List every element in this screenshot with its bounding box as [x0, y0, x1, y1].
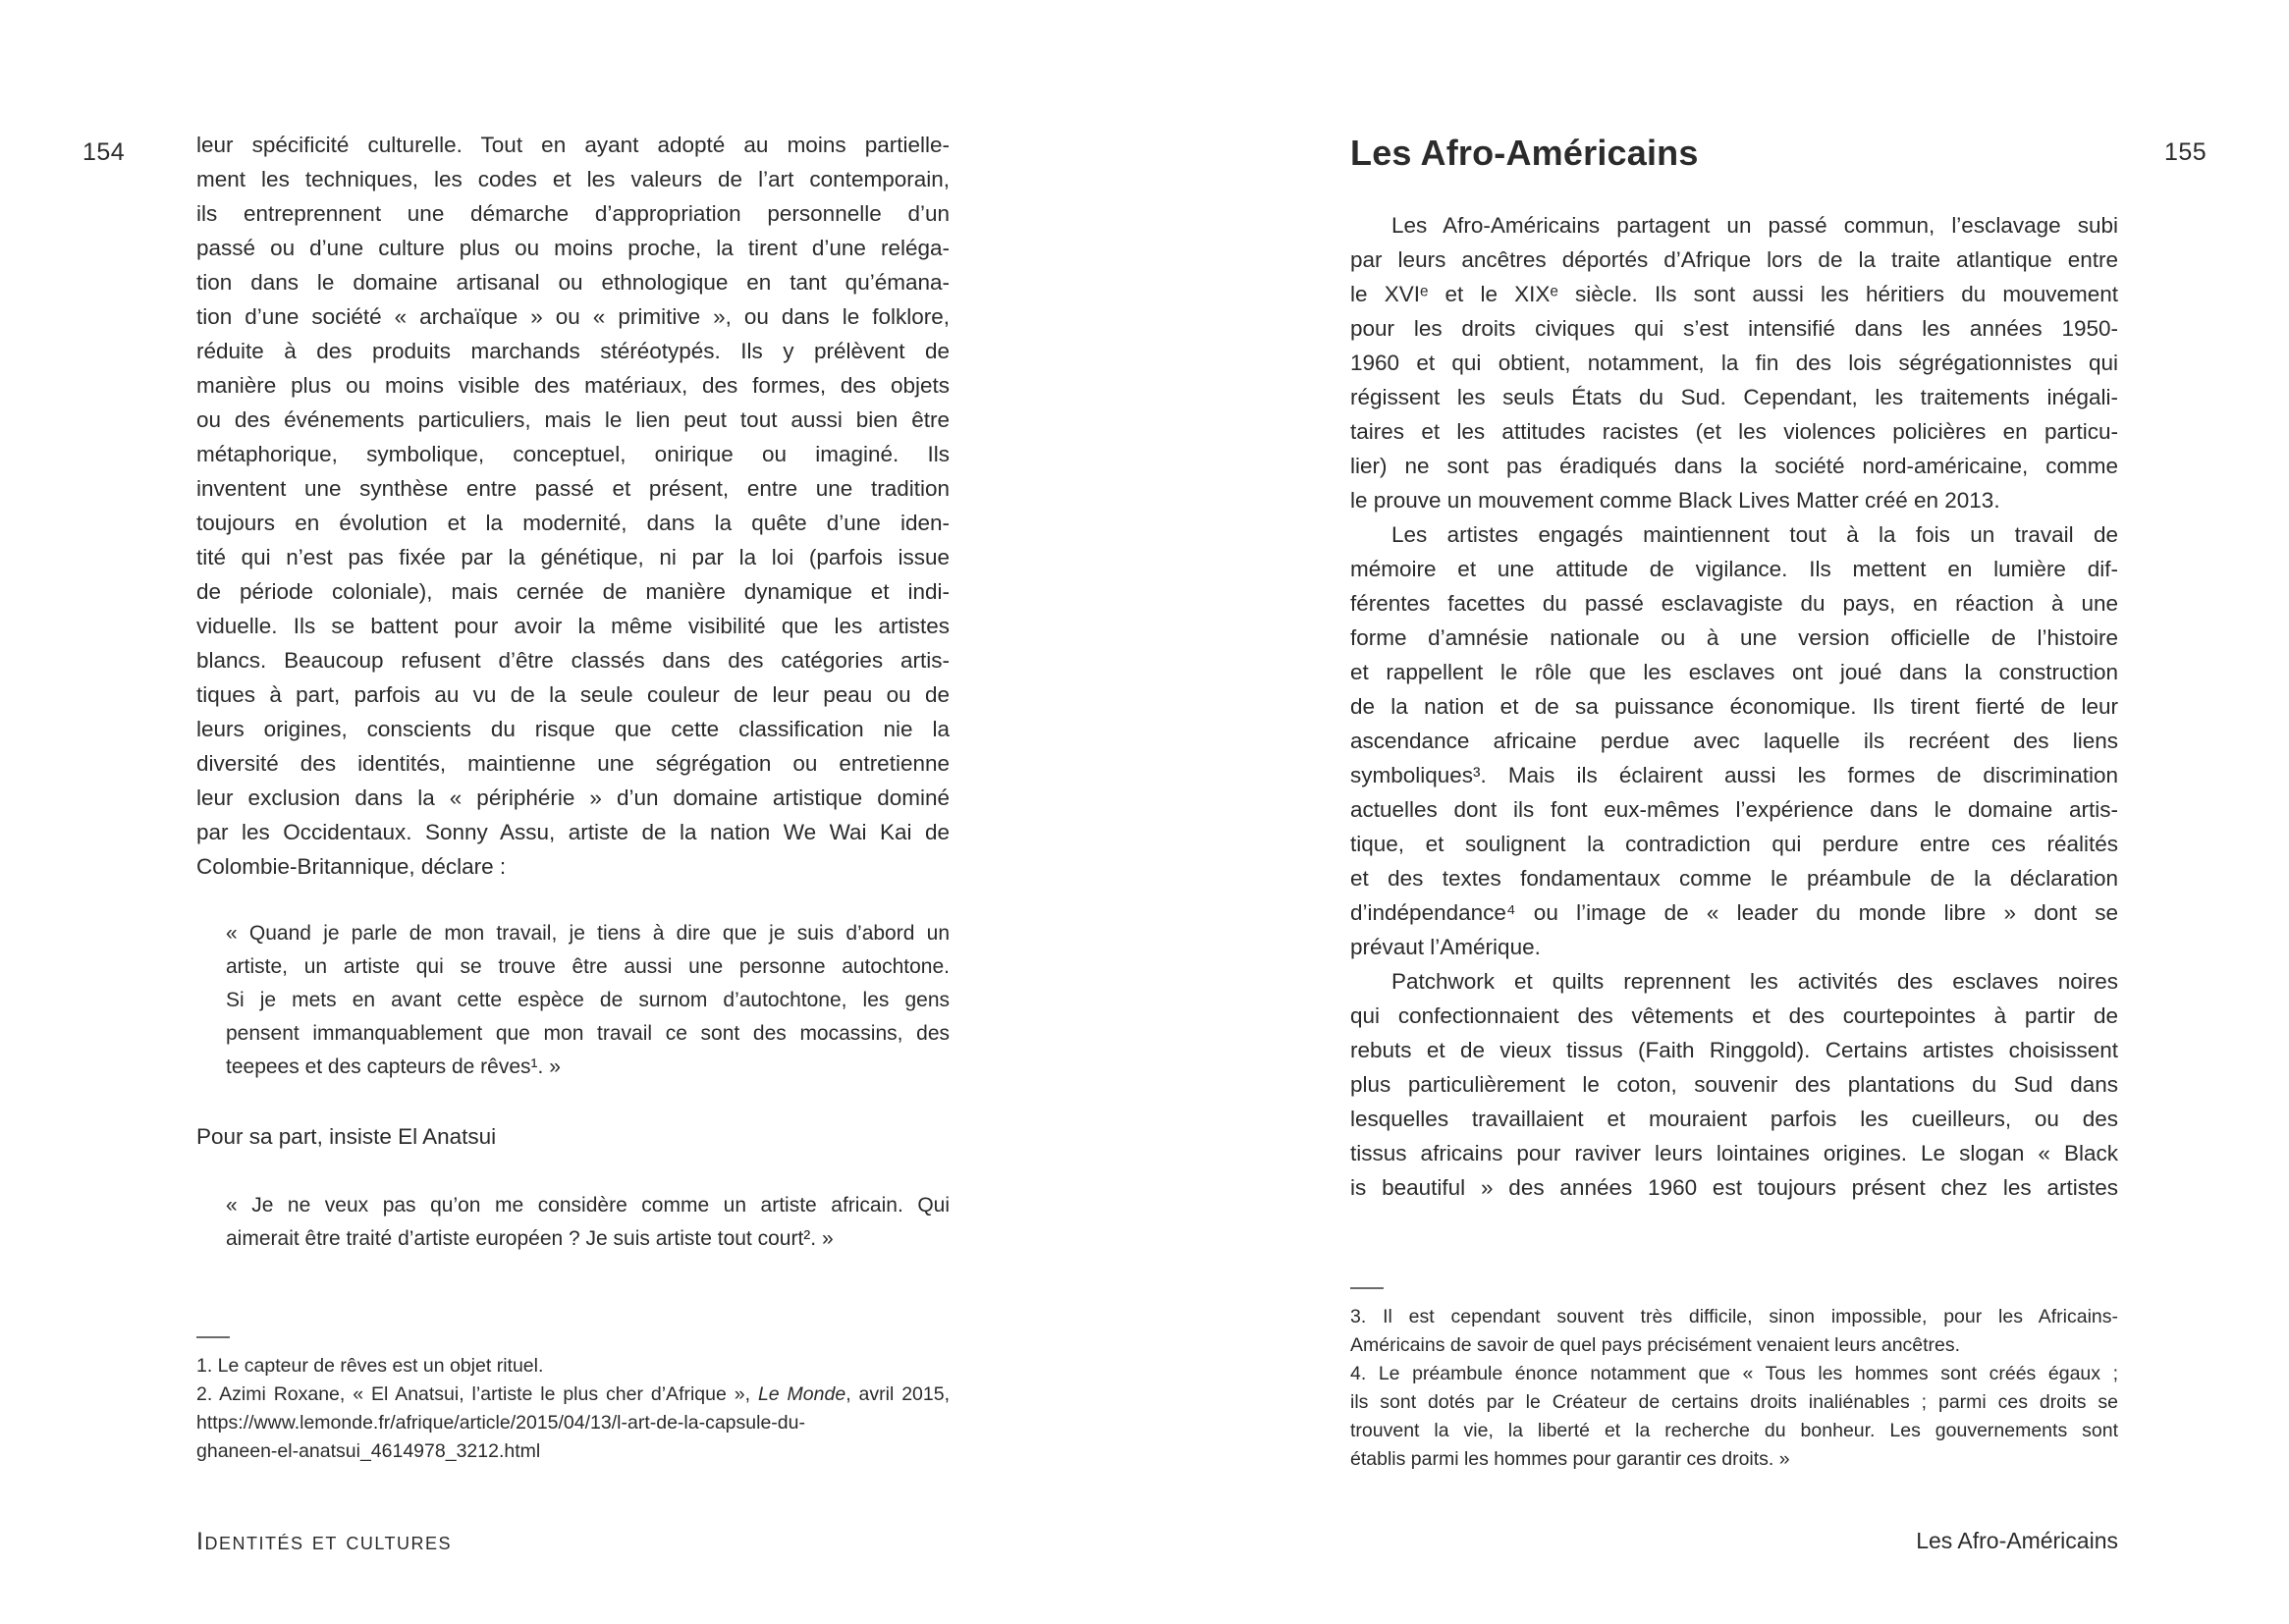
text-line: Américains de savoir de quel pays précisément venaient leurs ancêtres. [1350, 1334, 1961, 1356]
text-line: 3. Il est cependant souvent très difficile, sinon impossible, pour les Africains- [1350, 1306, 2118, 1327]
page-number-right: 155 [2164, 138, 2207, 166]
text-line: Si je mets en avant cette espèce de surnom d’autochtone, les gens [226, 989, 950, 1011]
text-line: pour les droits civiques qui s’est intensifié dans les années 1950- [1350, 316, 2118, 341]
text-line: 4. Le préambule énonce notamment que « Tous les hommes sont créés égaux ; [1350, 1363, 2118, 1384]
footnote-rule [196, 1336, 230, 1338]
text-line: le XVIᵉ et le XIXᵉ siècle. Ils sont aussi les héritiers du mouvement [1350, 282, 2118, 306]
text-line: métaphorique, symbolique, conceptuel, onirique ou imaginé. Ils [196, 442, 950, 466]
paragraph-2 [1350, 517, 2118, 964]
text-line: Les artistes engagés maintiennent tout à la fois un travail de [1391, 522, 2118, 547]
text-line: pensent immanquablement que mon travail ce sont des mocassins, des [226, 1022, 950, 1045]
right-body-text [1350, 208, 2118, 1205]
text-line: actuelles dont ils font eux-mêmes l’expérience dans le domaine artis- [1350, 797, 2118, 822]
text-line: tiques à part, parfois au vu de la seule couleur de leur peau ou de [196, 682, 950, 707]
text-line: prévaut l’Amérique. [1350, 935, 1541, 959]
text-line: 2. Azimi Roxane, « El Anatsui, l’artiste le plus cher d’Afrique », Le Monde, avril 2015, [196, 1383, 950, 1405]
text-line: Colombie-Britannique, déclare : [196, 854, 507, 879]
el-anatsui-quote [196, 1189, 950, 1256]
left-footnotes [196, 1352, 950, 1466]
text-line: Patchwork et quilts reprennent les activités des esclaves noires [1391, 969, 2118, 994]
text-line: établis parmi les hommes pour garantir ces droits. » [1350, 1448, 1790, 1470]
text-line: forme d’amnésie nationale ou à une version officielle de l’histoire [1350, 625, 2118, 650]
text-line: ils sont dotés par le Créateur de certains droits inaliénables ; parmi ces droits se [1350, 1391, 2118, 1413]
running-footer-right: Les Afro-Américains [1916, 1528, 2118, 1553]
text-line: « Je ne veux pas qu’on me considère comme un artiste africain. Qui [226, 1194, 950, 1217]
text-line: blancs. Beaucoup refusent d’être classés dans des catégories artis- [196, 648, 950, 673]
text-line: aimerait être traité d’artiste européen ? Je suis artiste tout court². » [226, 1227, 834, 1250]
text-line: férentes facettes du passé esclavagiste du pays, en réaction à une [1350, 591, 2118, 616]
right-footnotes [1350, 1303, 2118, 1474]
text-line: tion d’une société « archaïque » ou « primitive », ou dans le folklore, [196, 304, 950, 329]
text-line: viduelle. Ils se battent pour avoir la même visibilité que les artistes [196, 614, 950, 638]
text-line: de la nation et de sa puissance économique. Ils tirent fierté de leur [1350, 694, 2118, 719]
page-number-left: 154 [82, 138, 126, 166]
paragraph-1 [1350, 208, 2118, 517]
text-line: lier) ne sont pas éradiqués dans la société nord-américaine, comme [1350, 454, 2118, 478]
text-line: leurs origines, conscients du risque que cette classification nie la [196, 717, 950, 741]
text-line: teepees et des capteurs de rêves¹. » [226, 1056, 561, 1078]
text-line: réduite à des produits marchands stéréotypés. Ils y prélèvent de [196, 339, 950, 363]
text-line: régissent les seuls États du Sud. Cependant, les traitements inégali- [1350, 385, 2118, 409]
footnote-rule [1350, 1287, 1384, 1289]
text-line: de période coloniale), mais cernée de manière dynamique et indi- [196, 579, 950, 604]
paragraph-3 [1350, 964, 2118, 1205]
text-line: mémoire et une attitude de vigilance. Ils mettent en lumière dif- [1350, 557, 2118, 581]
text-line: plus particulièrement le coton, souvenir des plantations du Sud dans [1350, 1072, 2118, 1097]
interlude-text: Pour sa part, insiste El Anatsui [196, 1124, 497, 1149]
text-line: rebuts et de vieux tissus (Faith Ringgold). Certains artistes choisissent [1350, 1038, 2118, 1062]
text-line: et rappellent le rôle que les esclaves ont joué dans la construction [1350, 660, 2118, 684]
text-line: tion dans le domaine artisanal ou ethnologique en tant qu’émana- [196, 270, 950, 295]
right-page-column [1350, 134, 2118, 1474]
text-line: tissus africains pour raviver leurs lointaines origines. Le slogan « Black [1350, 1141, 2118, 1165]
text-line: tique, et soulignent la contradiction qui perdure entre ces réalités [1350, 832, 2118, 856]
text-line: is beautiful » des années 1960 est toujours présent chez les artistes [1350, 1175, 2118, 1200]
text-line: d’indépendance⁴ ou l’image de « leader du monde libre » dont se [1350, 900, 2118, 925]
left-page-column [196, 128, 950, 1466]
text-line: 1960 et qui obtient, notamment, la fin des lois ségrégationnistes qui [1350, 351, 2118, 375]
text-line: Les Afro-Américains partagent un passé commun, l’esclavage subi [1391, 213, 2118, 238]
text-line: le prouve un mouvement comme Black Lives Matter créé en 2013. [1350, 488, 2000, 513]
text-line: artiste, un artiste qui se trouve être aussi une personne autochtone. [226, 955, 950, 978]
text-line: symboliques³. Mais ils éclairent aussi les formes de discrimination [1350, 763, 2118, 787]
text-line: diversité des identités, maintienne une ségrégation ou entretienne [196, 751, 950, 776]
text-line: ou des événements particuliers, mais le lien peut tout aussi bien être [196, 407, 950, 432]
text-line: par les Occidentaux. Sonny Assu, artiste de la nation We Wai Kai de [196, 820, 950, 844]
text-line: manière plus ou moins visible des matériaux, des formes, des objets [196, 373, 950, 398]
text-line: taires et les attitudes racistes (et les violences policières en particu- [1350, 419, 2118, 444]
text-line: et des textes fondamentaux comme le préambule de la déclaration [1350, 866, 2118, 891]
text-line: 1. Le capteur de rêves est un objet rituel. [196, 1355, 544, 1377]
text-line: inventent une synthèse entre passé et présent, entre une tradition [196, 476, 950, 501]
chapter-heading: Les Afro-Américains [1350, 133, 1699, 173]
text-line: tité qui n’est pas fixée par la génétique, ni par la loi (parfois issue [196, 545, 950, 569]
text-line: par leurs ancêtres déportés d’Afrique lors de la traite atlantique entre [1350, 247, 2118, 272]
sonny-assu-quote [196, 917, 950, 1084]
text-line: passé ou d’une culture plus ou moins proche, la tirent d’une reléga- [196, 236, 950, 260]
left-body-text [196, 128, 950, 884]
text-line: trouvent la vie, la liberté et la recherche du bonheur. Les gouvernements sont [1350, 1420, 2118, 1441]
text-line: leur exclusion dans la « périphérie » d’un domaine artistique dominé [196, 785, 950, 810]
text-line: ils entreprennent une démarche d’appropriation personnelle d’un [196, 201, 950, 226]
text-line: qui confectionnaient des vêtements et des courtepointes à partir de [1350, 1003, 2118, 1028]
text-line: ment les techniques, les codes et les valeurs de l’art contemporain, [196, 167, 950, 191]
running-footer-left: Identités et cultures [196, 1528, 453, 1555]
text-line: ghaneen-el-anatsui_4614978_3212.html [196, 1440, 541, 1462]
text-line: lesquelles travaillaient et mouraient parfois les cueilleurs, ou des [1350, 1107, 2118, 1131]
text-line: ascendance africaine perdue avec laquelle ils recréent des liens [1350, 729, 2118, 753]
text-line: leur spécificité culturelle. Tout en ayant adopté au moins partielle- [196, 133, 950, 157]
text-line: https://www.lemonde.fr/afrique/article/2015/04/13/l-art-de-la-capsule-du- [196, 1412, 805, 1434]
text-line: « Quand je parle de mon travail, je tiens à dire que je suis d’abord un [226, 922, 950, 945]
text-line: toujours en évolution et la modernité, dans la quête d’une iden- [196, 511, 950, 535]
